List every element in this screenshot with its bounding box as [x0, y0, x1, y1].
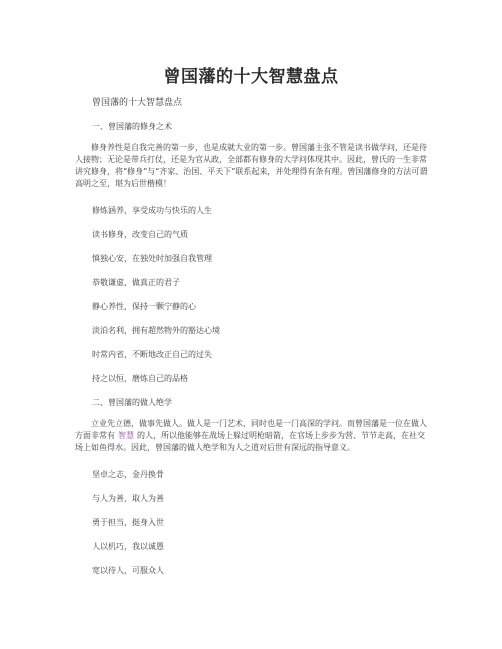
document-title: 曾国藩的十大智慧盘点: [163, 67, 339, 87]
section-2-item: 勇于担当，挺身入世: [92, 518, 164, 527]
section-1-paragraph: 修身养性是自我完善的第一步，也是成就大业的第一步。曾国藩主张不管是读书做学问，还是待人接物；无论是带兵打仗，还是为官从政，全部都有修身的大学问体现其中。因此，曾氏的一生非常讲究修身，将“修身”与“齐家、治国、平天下”联系起来，并处理得有条有理。曾国藩修身的方法可谓高明之至，堪为后世楷模！: [75, 143, 428, 188]
section-1-item: 慎独心安，在独处时加强自我管理: [92, 254, 212, 263]
section-1-item: 读书修身，改变自己的气质: [92, 230, 188, 239]
section-2-item: 与人为善，取人为善: [92, 494, 164, 503]
section-2-paragraph-start: 立业先立德，做事先做人。做人是一门艺术，同时也是一门高深的学问。而曾国藩是一位在做人方面非常有: [75, 419, 427, 440]
section-2-paragraph-end: 的人，所以他能够在战场上躲过明枪暗箭，在官场上步步为营、节节走高，在社交场上如鱼得水。因此，曾国藩的做人绝学和为人之道对后世有深远的指导意义。: [75, 431, 425, 452]
section-2-item: 人以机巧，我以诚愚: [92, 542, 164, 551]
section-1-item: 持之以恒，磨炼自己的品格: [92, 374, 188, 383]
section-2-item: 宽以待人，可服众人: [92, 566, 164, 575]
document-subtitle: 曾国藩的十大智慧盘点: [92, 98, 183, 108]
section-1-heading: 一、曾国藩的修身之术: [92, 122, 172, 131]
section-2-heading: 二、曾国藩的做人绝学: [92, 398, 172, 407]
section-2-paragraph: [75, 418, 431, 454]
section-1-item: 恭敬谦虚，做真正的君子: [92, 278, 180, 287]
section-2-item: 坚卓之志，金丹换骨: [92, 470, 164, 479]
section-1-item: 静心养性，保持一颗宁静的心: [92, 302, 196, 311]
section-1-item: 淡泊名利，拥有超然物外的豁达心境: [92, 326, 220, 335]
section-1-item: 时常内省，不断地改正自己的过失: [92, 350, 212, 359]
section-1-item: 修炼涵养，享受成功与快乐的人生: [92, 206, 212, 215]
wisdom-link[interactable]: 智慧: [118, 431, 134, 440]
